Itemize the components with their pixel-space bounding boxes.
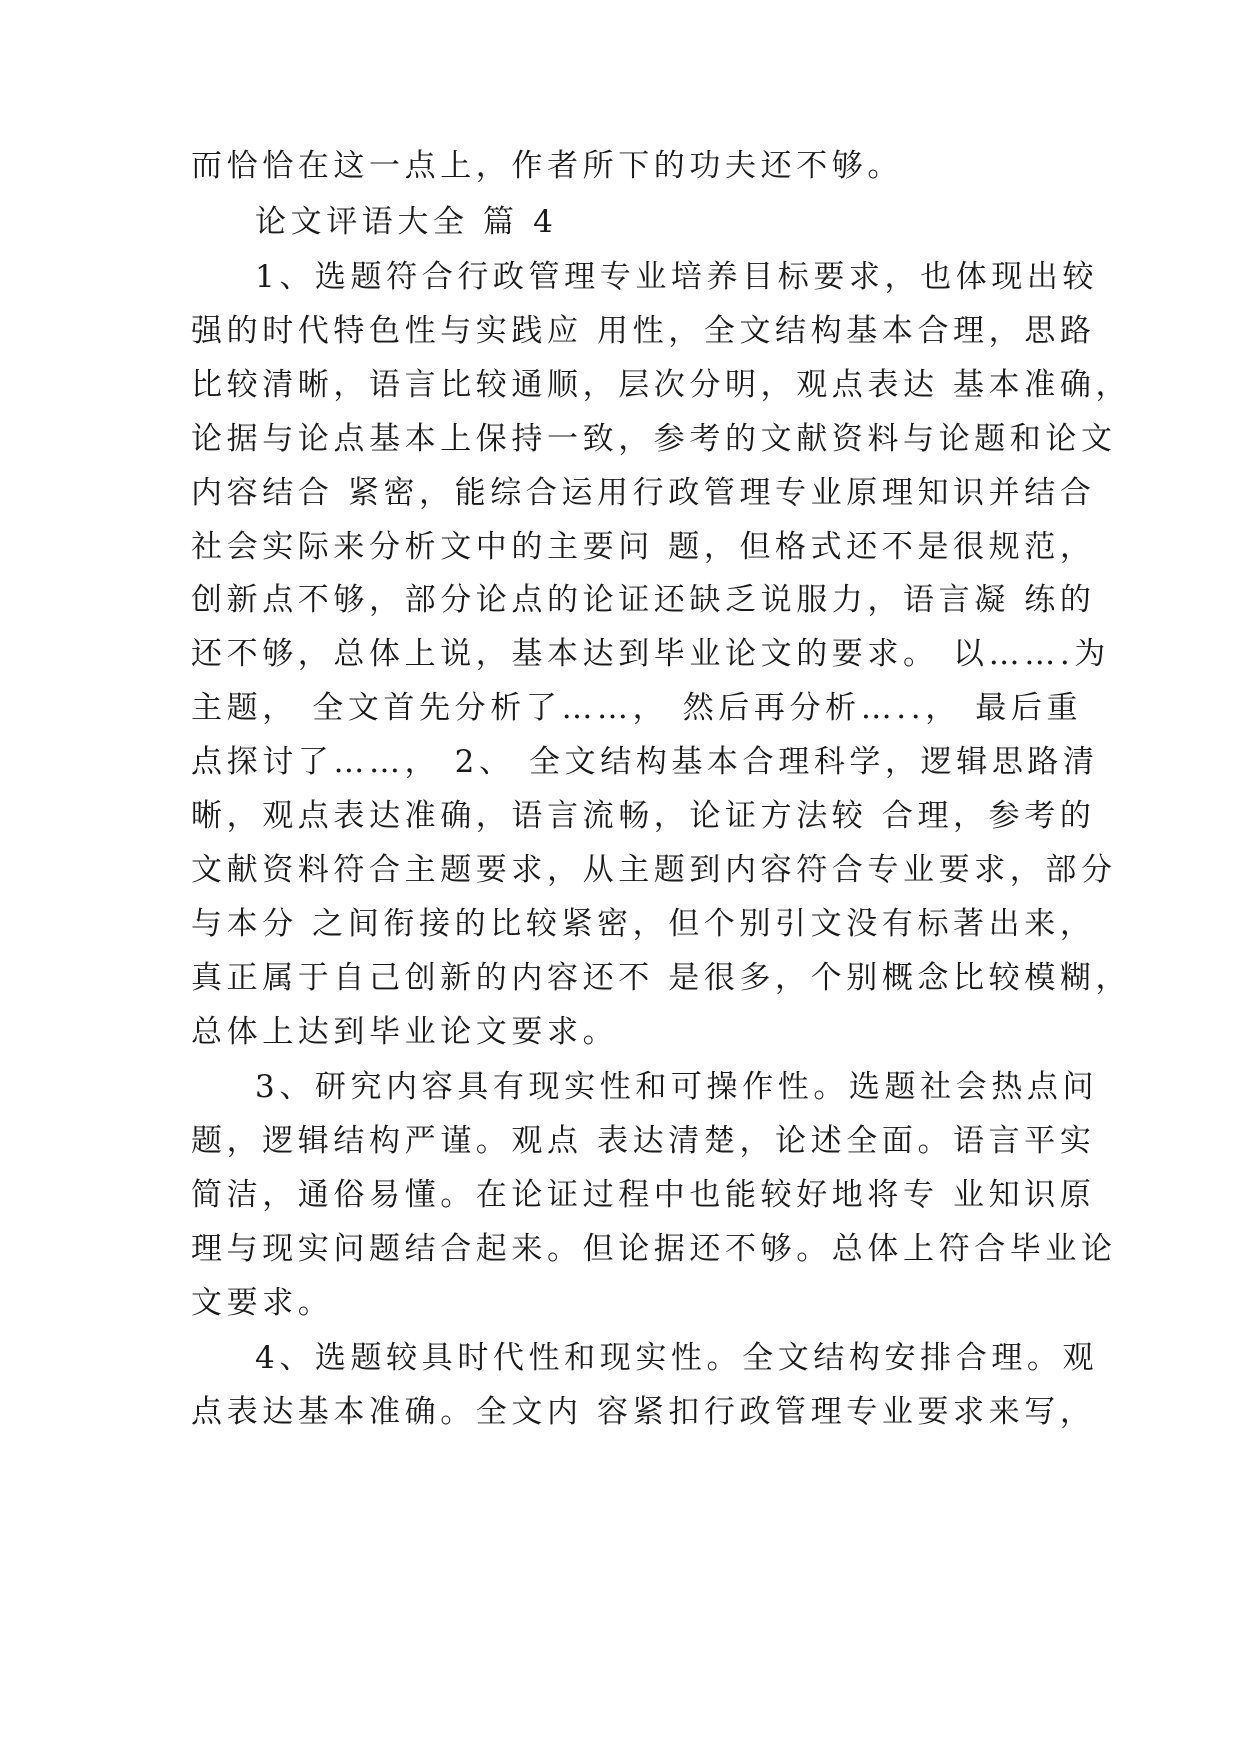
section-heading: 论文评语大全 篇 4	[255, 204, 558, 240]
text-line: 1、选题符合行政管理专业培养目标要求，也体现出较	[255, 259, 1099, 295]
text-line: 与本分 之间衔接的比较紧密，但个别引文没有标著出来，	[191, 906, 1096, 942]
text-line: 还不够，总体上说，基本达到毕业论文的要求。 以…….为	[191, 636, 1110, 672]
text-line: 题，逻辑结构严谨。观点 表达清楚，论述全面。语言平实	[191, 1123, 1096, 1159]
text-line: 而恰恰在这一点上，作者所下的功夫还不够。	[191, 148, 903, 184]
text-line: 真正属于自己创新的内容还不 是很多，个别概念比较模糊，	[191, 960, 1132, 996]
text-line: 内容结合 紧密，能综合运用行政管理专业原理知识并结合	[191, 475, 1096, 511]
text-line: 文要求。	[191, 1285, 334, 1321]
text-line: 文献资料符合主题要求，从主题到内容符合专业要求，部分	[191, 852, 1117, 888]
text-line: 论据与论点基本上保持一致，参考的文献资料与论题和论文	[191, 421, 1117, 457]
text-line: 比较清晰，语言比较通顺，层次分明，观点表达 基本准确，	[191, 367, 1132, 403]
text-line: 创新点不够，部分论点的论证还缺乏说服力，语言凝 练的	[191, 582, 1096, 618]
text-line: 主题， 全文首先分析了……， 然后再分析…..， 最后重	[191, 690, 1083, 726]
text-line: 晰，观点表达准确，语言流畅，论证方法较 合理，参考的	[191, 798, 1096, 834]
text-line: 理与现实问题结合起来。但论据还不够。总体上符合毕业论	[191, 1231, 1117, 1267]
text-line: 总体上达到毕业论文要求。	[191, 1014, 619, 1050]
text-line: 强的时代特色性与实践应 用性，全文结构基本合理，思路	[191, 313, 1096, 349]
text-line: 点表达基本准确。全文内 容紧扣行政管理专业要求来写，	[191, 1394, 1096, 1430]
text-line: 社会实际来分析文中的主要问 题，但格式还不是很规范，	[191, 529, 1096, 565]
text-line: 4、选题较具时代性和现实性。全文结构安排合理。观	[255, 1340, 1099, 1376]
text-line: 简洁，通俗易懂。在论证过程中也能较好地将专 业知识原	[191, 1177, 1096, 1213]
text-line: 3、研究内容具有现实性和可操作性。选题社会热点问	[255, 1069, 1099, 1105]
text-line: 点探讨了……， 2、 全文结构基本合理科学，逻辑思路清	[191, 744, 1099, 780]
